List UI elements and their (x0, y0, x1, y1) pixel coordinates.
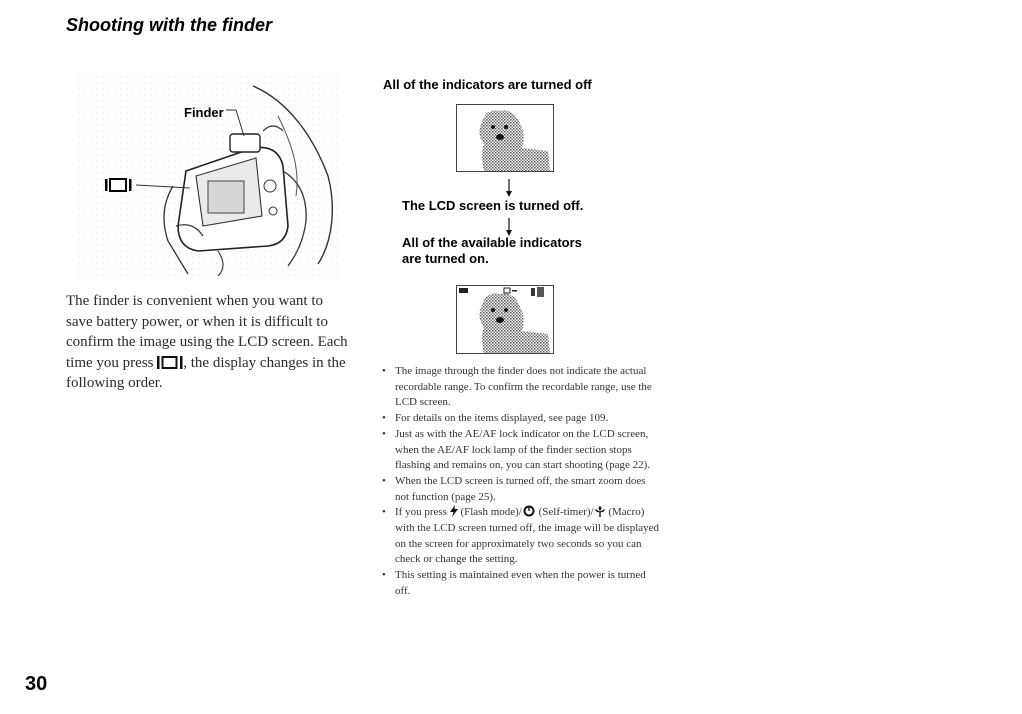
indicators-on-label-line-1: All of the available indicators (402, 235, 582, 250)
lcd-off-label: The LCD screen is turned off. (402, 198, 584, 213)
finder-view-with-indicators (456, 285, 554, 354)
note-text: Just as with the AE/AF lock indicator on the LCD screen, when the AE/AF lock lamp of the finder section stops flashing and remains on, you can start shooting (page 22). (395, 427, 651, 472)
quality-indicator-icon (537, 287, 544, 297)
page-number: 30 (25, 673, 48, 695)
intro-paragraph (66, 291, 352, 394)
note-text: The image through the finder does not indicate the actual recordable range. To confirm the recordable range, use the LCD screen. (395, 365, 652, 409)
section-title: Shooting with the finder (66, 15, 272, 35)
indicators-on-label (402, 235, 582, 267)
down-arrow-icon (505, 218, 513, 236)
note-text: For details on the items displayed, see page 109. (395, 412, 609, 425)
display-button-icon (157, 355, 183, 370)
note-text: When the LCD screen is turned off, the smart zoom does not function (page 25). (395, 474, 646, 503)
camera-in-hands-illustration (78, 76, 340, 276)
flash-icon (450, 505, 458, 517)
note-text: This setting is maintained even when the power is turned off. (395, 569, 646, 597)
down-arrow-icon (505, 179, 513, 197)
note-text: If you press (395, 506, 447, 519)
intro-text-start: The finder is convenient when you want to save battery power, or when it is difficult to confirm the image using the LCD screen. Each time you press (66, 293, 348, 371)
finder-label: Finder (184, 105, 224, 120)
note-item (382, 505, 662, 568)
note-text-continued: (Macro) with the LCD screen turned off, the image will be displayed on the screen for approximately two seconds so you can check or change the setting. (395, 506, 660, 566)
finder-view-no-indicators (456, 104, 554, 172)
flow-heading: All of the indicators are turned off (383, 77, 592, 92)
note-item (382, 568, 662, 599)
note-item (382, 427, 662, 474)
note-item (382, 364, 662, 411)
macro-icon (594, 505, 606, 517)
self-timer-icon (522, 505, 536, 517)
notes-list (382, 364, 662, 600)
flash-mode-label: (Flash mode)/ (460, 506, 522, 519)
image-size-indicator-icon (531, 288, 535, 296)
self-timer-label: (Self-timer)/ (538, 506, 594, 519)
indicators-on-label-line-2: are turned on. (402, 251, 489, 266)
note-item (382, 411, 662, 427)
intro-text-end: , the display changes in the following order. (66, 354, 346, 391)
note-item (382, 474, 662, 505)
mode-indicator-icon (459, 288, 468, 293)
